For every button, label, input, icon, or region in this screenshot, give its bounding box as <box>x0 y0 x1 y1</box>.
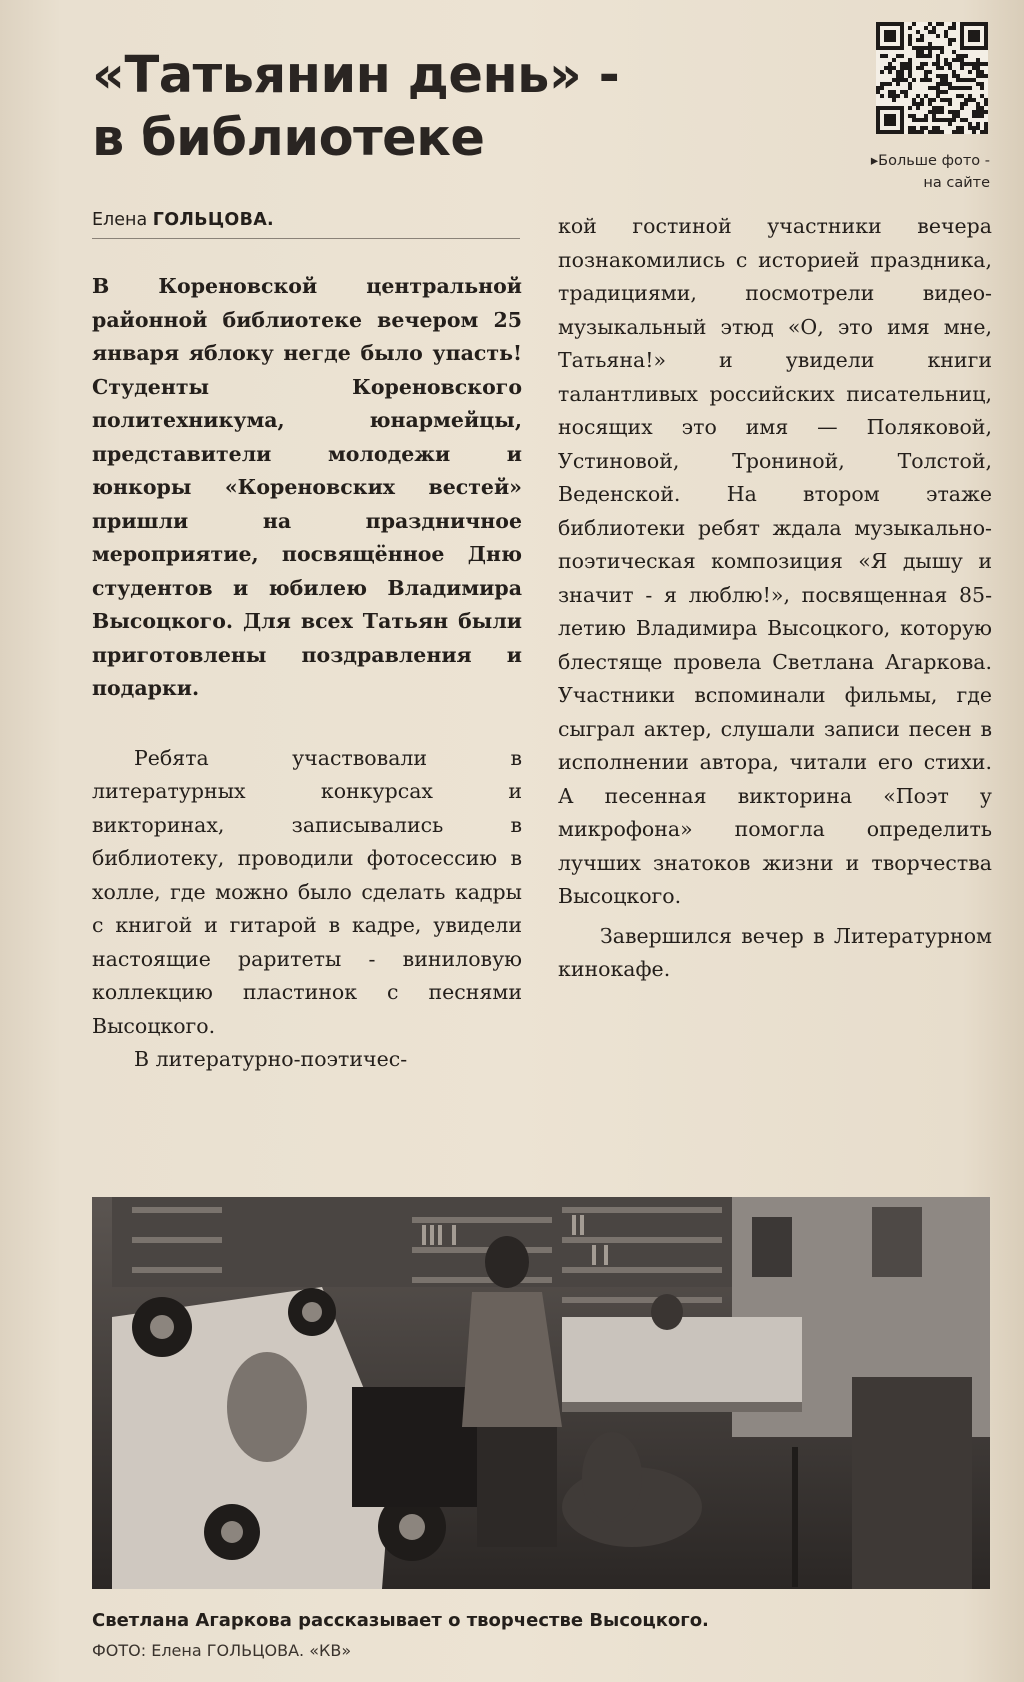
title-line-1: «Татьянин день» - <box>92 46 620 105</box>
body-paragraph-2-continued: кой гостиной участники вечера познакомились с историей праздника, традициями, посмотрели видео-музыкальный этюд «О, это имя мне, Татьяна!» и увидели книги талантливых российских писательниц, носящих это имя — Поляковой, Устиновой, Трониной, Толстой, Веденской. На втором этаже библиотеки ребят ждала музыкально-поэтическая композиция «Я дышу и значит - я люблю!», посвященная 85-летию Владимира Высоцкого, которую блестяще провела Светлана Агаркова. Участники вспоминали фильмы, где сыграл актер, слушали записи песен в исполнении автора, читали его стихи. А песенная викторина «Поэт у микрофона» помогла определить лучших знатоков жизни и творчества Высоцкого. <box>558 214 992 908</box>
qr-code-graphic <box>876 22 988 134</box>
left-column <box>92 270 522 1077</box>
body-paragraph-1: Ребята участвовали в литературных конкурсах и викторинах, записывались в библиотеку, проводили фотосессию в холле, где можно было сделать кадры с книгой и гитарой в кадре, увидели настоящие раритеты - виниловую коллекцию пластинок с песнями Высоцкого. <box>92 745 522 1038</box>
right-column <box>558 210 992 987</box>
photo-credit: ФОТО: Елена ГОЛЬЦОВА. «КВ» <box>92 1641 352 1660</box>
article-photo <box>92 1197 990 1589</box>
qr-code-icon[interactable] <box>876 22 988 134</box>
author-first-name: Елена <box>92 210 148 230</box>
article-title <box>92 44 732 170</box>
photo-illustration <box>92 1197 990 1589</box>
lead-paragraph: В Кореновской центральной районной библиотеке вечером 25 января яблоку негде было упасть! Студенты Кореновского политехникума, юнармейцы, представители молодежи и юнкоры «Кореновских вестей» пришли на праздничное мероприятие, посвящённое Дню студентов и юбилею Владимира Высоцкого. Для всех Татьян были приготовлены поздравления и подарки. <box>92 274 522 700</box>
body-paragraph-3: Завершился вечер в Литературном кинокафе. <box>558 923 992 981</box>
photo-caption: Светлана Агаркова рассказывает о творчестве Высоцкого. <box>92 1610 709 1631</box>
more-photo-line-2: на сайте <box>923 175 990 191</box>
title-line-2: в библиотеке <box>92 109 485 168</box>
body-paragraph-2-start: В литературно-поэтичес- <box>134 1047 408 1071</box>
more-photo-line-1: ▸Больше фото - <box>870 153 990 169</box>
byline <box>92 208 520 239</box>
more-photo-note <box>840 150 990 194</box>
author-last-name: ГОЛЬЦОВА. <box>152 210 275 230</box>
